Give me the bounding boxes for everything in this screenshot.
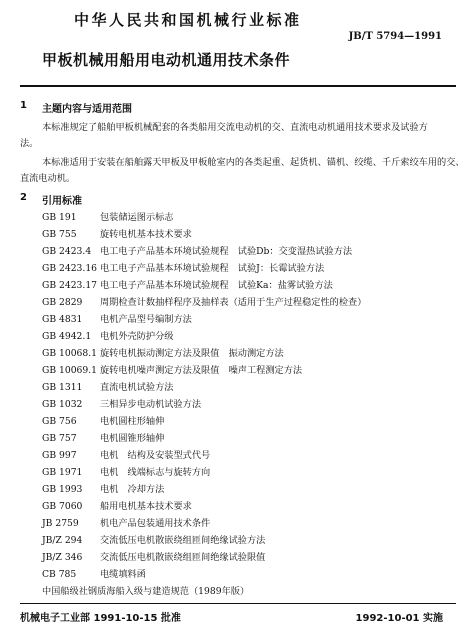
reference-title: 三相异步电动机试验方法 [100,399,202,410]
reference-standards-list [42,209,442,600]
reference-item [42,481,442,498]
reference-item [42,260,442,277]
reference-item [42,328,442,345]
implementation-date: 1992-10-01 实施 [355,613,443,624]
reference-item [42,294,442,311]
reference-title: 交流低压电机散嵌绕组匝间绝缘试验限值 [100,552,266,563]
reference-code: GB 1032 [42,399,83,410]
header-divider [20,85,456,87]
section-1-title: 主题内容与适用范围 [42,104,132,115]
reference-title: 直流电机试验方法 [100,382,174,393]
section-1-paragraph-1-line-1: 本标准规定了船舶甲板机械配套的各类船用交流电动机的交、直流电动机通用技术要求及试验方 [42,122,428,133]
section-1-paragraph-2-line-1: 本标准适用于安装在船舶露天甲板及甲板舱室内的各类起重、起货机、锚机、绞缆、千斤索绞车用的交、 [42,157,465,168]
reference-title: 电缆填料函 [100,569,146,580]
reference-code: GB 7060 [42,501,83,512]
reference-code: GB 2423.17 [42,280,98,291]
reference-code: GB 1971 [42,467,83,478]
reference-code: GB 4942.1 [42,331,92,342]
reference-code: JB/Z 294 [42,535,83,546]
reference-title: 交流低压电机散嵌绕组匝间绝缘试验方法 [100,535,266,546]
reference-item [42,583,442,600]
approval-info: 机械电子工业部 1991-10-15 批准 [20,613,181,624]
reference-title: 旋转电机基本技术要求 [100,229,192,240]
reference-code: GB 1311 [42,382,83,393]
section-1-number: 1 [20,100,27,111]
standard-number: JB/T 5794—1991 [348,31,442,42]
reference-code: JB 2759 [42,518,79,529]
reference-code: GB 2423.4 [42,246,92,257]
reference-item [42,345,442,362]
reference-item [42,549,442,566]
reference-code: GB 997 [42,450,77,461]
reference-item [42,498,442,515]
reference-code: GB 1993 [42,484,83,495]
reference-item [42,396,442,413]
reference-item [42,226,442,243]
reference-item [42,243,442,260]
reference-code: GB 757 [42,433,77,444]
reference-title: 包装储运图示标志 [100,212,174,223]
reference-title: 电机 结构及安装型式代号 [100,450,211,461]
reference-item [42,362,442,379]
section-1-paragraph-2-line-2: 直流电动机。 [20,173,76,184]
reference-item [42,566,442,583]
reference-code: GB 756 [42,416,77,427]
reference-item [42,430,442,447]
reference-title: 中国船级社钢质海船入级与建造规范（1989年版） [42,586,250,597]
reference-item [42,311,442,328]
reference-title: 旋转电机振动测定方法及限值 振动测定方法 [100,348,284,359]
reference-item [42,532,442,549]
reference-title: 电机圆柱形轴伸 [100,416,165,427]
reference-item [42,447,442,464]
footer-divider [20,603,456,604]
reference-title: 电机圆锥形轴伸 [100,433,165,444]
reference-code: GB 755 [42,229,77,240]
reference-code: CB 785 [42,569,77,580]
reference-item [42,413,442,430]
document-title: 甲板机械用船用电动机通用技术条件 [42,51,291,69]
reference-code: GB 10069.1 [42,365,98,376]
reference-title: 周期检查计数抽样程序及抽样表（适用于生产过程稳定性的检查） [100,297,367,308]
reference-code: GB 4831 [42,314,83,325]
reference-title: 电工电子产品基本环境试验规程 试验Ka：盐雾试验方法 [100,280,333,291]
reference-title: 电工电子产品基本环境试验规程 试验J：长霉试验方法 [100,263,325,274]
reference-title: 机电产品包装通用技术条件 [100,518,211,529]
reference-title: 电工电子产品基本环境试验规程 试验Db：交变湿热试验方法 [100,246,353,257]
reference-item [42,515,442,532]
reference-title: 电机 冷却方法 [100,484,165,495]
reference-item [42,464,442,481]
reference-item [42,277,442,294]
reference-title: 电机产品型号编制方法 [100,314,192,325]
reference-code: JB/Z 346 [42,552,83,563]
reference-code: GB 2423.16 [42,263,98,274]
reference-item [42,379,442,396]
reference-item [42,209,442,226]
reference-title: 旋转电机噪声测定方法及限值 噪声工程测定方法 [100,365,303,376]
reference-code: GB 191 [42,212,77,223]
reference-title: 电机 线端标志与旋转方向 [100,467,211,478]
section-2-number: 2 [20,192,27,203]
standard-category-header: 中华人民共和国机械行业标准 [74,11,302,29]
reference-code: GB 2829 [42,297,83,308]
section-2-title: 引用标准 [42,196,82,207]
reference-code: GB 10068.1 [42,348,98,359]
reference-title: 电机外壳防护分级 [100,331,174,342]
section-1-paragraph-1-line-2: 法。 [20,138,39,149]
reference-title: 船用电机基本技术要求 [100,501,192,512]
